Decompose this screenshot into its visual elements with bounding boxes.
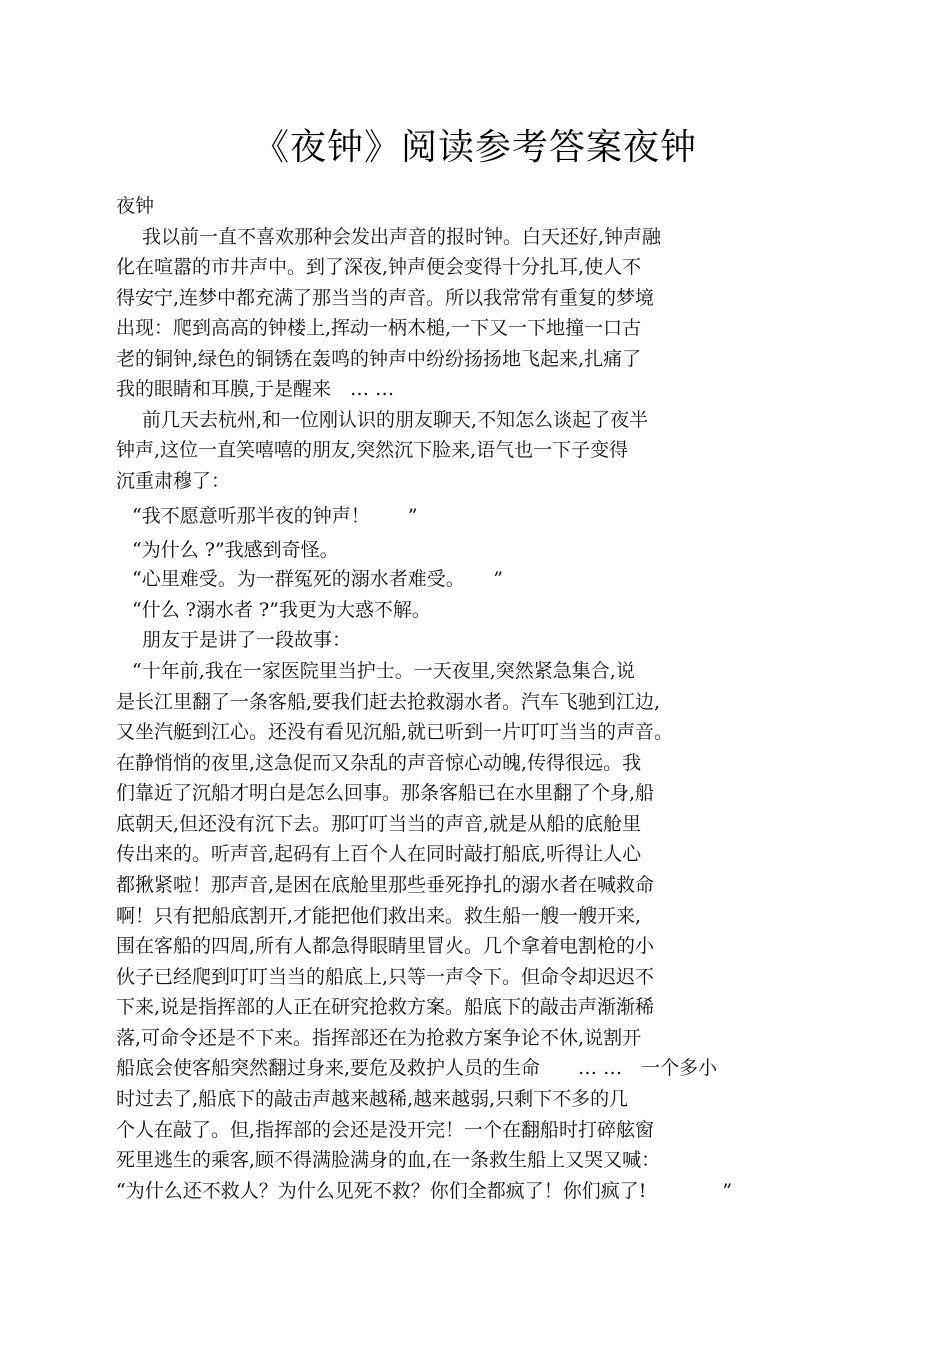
text-line: 底朝天,但还没有沉下去。那叮叮当当的声音,就是从船的底舱里 [116, 813, 642, 835]
text-line: 围在客船的四周,所有人都急得眼睛里冒火。几个拿着电割枪的小 [116, 935, 655, 957]
text-line: 时过去了,船底下的敲击声越来越稀,越来越弱,只剩下不多的几 [116, 1088, 629, 1110]
text-line: 死里逃生的乘客,顾不得满脸满身的血,在一条救生船上又哭又喊： [116, 1149, 661, 1171]
text-line: “我不愿意听那半夜的钟声！ ” [132, 505, 418, 527]
text-line: 个人在敲了。但,指挥部的会还是没开完！一个在翻船时打碎舷窗 [116, 1119, 655, 1141]
text-line: 钟声,这位一直笑嘻嘻的朋友,突然沉下脸来,语气也一下子变得 [116, 439, 629, 461]
text-line: 朋友于是讲了一段故事： [142, 629, 352, 651]
text-line: 得安宁,连梦中都充满了那当当的声音。所以我常常有重复的梦境 [116, 287, 655, 309]
text-line: 传出来的。听声音,起码有上百个人在同时敲打船底,听得让人心 [116, 843, 642, 865]
text-line: 伙子已经爬到叮叮当当的船底上,只等一声令下。但命令却迟迟不 [116, 966, 655, 988]
text-line: 啊！只有把船底割开,才能把他们救出来。救生船一艘一艘开来, [116, 905, 642, 927]
text-line: 船底会使客船突然翻过身来,要危及救护人员的生命 … … 一个多小 [116, 1057, 718, 1079]
text-line: 们靠近了沉船才明白是怎么回事。那条客船已在水里翻了个身,船 [116, 782, 655, 804]
text-line: “十年前,我在一家医院里当护士。一天夜里,突然紧急集合,说 [132, 660, 635, 682]
text-line: 我以前一直不喜欢那种会发出声音的报时钟。白天还好,钟声融 [142, 226, 662, 248]
text-line: 又坐汽艇到江心。还没有看见沉船,就已听到一片叮叮当当的声音。 [116, 721, 674, 743]
text-line: 是长江里翻了一条客船,要我们赶去抢救溺水者。汽车飞驰到江边, [116, 691, 661, 713]
text-line: 前几天去杭州,和一位刚认识的朋友聊天,不知怎么谈起了夜半 [142, 409, 649, 431]
text-line: 落,可命令还是不下来。指挥部还在为抢救方案争论不休,说割开 [116, 1027, 642, 1049]
text-line: “心里难受。为一群冤死的溺水者难受。 ” [132, 568, 503, 590]
text-line: 老的铜钟,绿色的铜锈在轰鸣的钟声中纷纷扬扬地飞起来,扎痛了 [116, 348, 642, 370]
text-line: “为什么还不救人？为什么见死不救？你们全都疯了！你们疯了! ” [116, 1180, 733, 1202]
text-line: 沉重肃穆了： [116, 470, 231, 492]
text-line: 化在喧嚣的市井声中。到了深夜,钟声便会变得十分扎耳,使人不 [116, 256, 642, 278]
text-line: “为什么 ?”我感到奇怪。 [132, 539, 339, 561]
document-title: 《夜钟》阅读参考答案夜钟 [252, 127, 697, 168]
text-line: 我的眼睛和耳膜,于是醒来 … … [116, 378, 395, 400]
text-line: 出现：爬到高高的钟楼上,挥动一柄木槌,一下又一下地撞一口古 [116, 317, 642, 339]
text-line: 下来,说是指挥部的人正在研究抢救方案。船底下的敲击声渐渐稀 [116, 996, 655, 1018]
text-line: 都揪紧啦！那声音,是困在底舱里那些垂死挣扎的溺水者在喊救命 [116, 874, 655, 896]
text-line: 在静悄悄的夜里,这急促而又杂乱的声音惊心动魄,传得很远。我 [116, 752, 642, 774]
section-heading: 夜钟 [116, 195, 155, 217]
text-line: “什么 ?溺水者 ?”我更为大惑不解。 [132, 599, 431, 621]
